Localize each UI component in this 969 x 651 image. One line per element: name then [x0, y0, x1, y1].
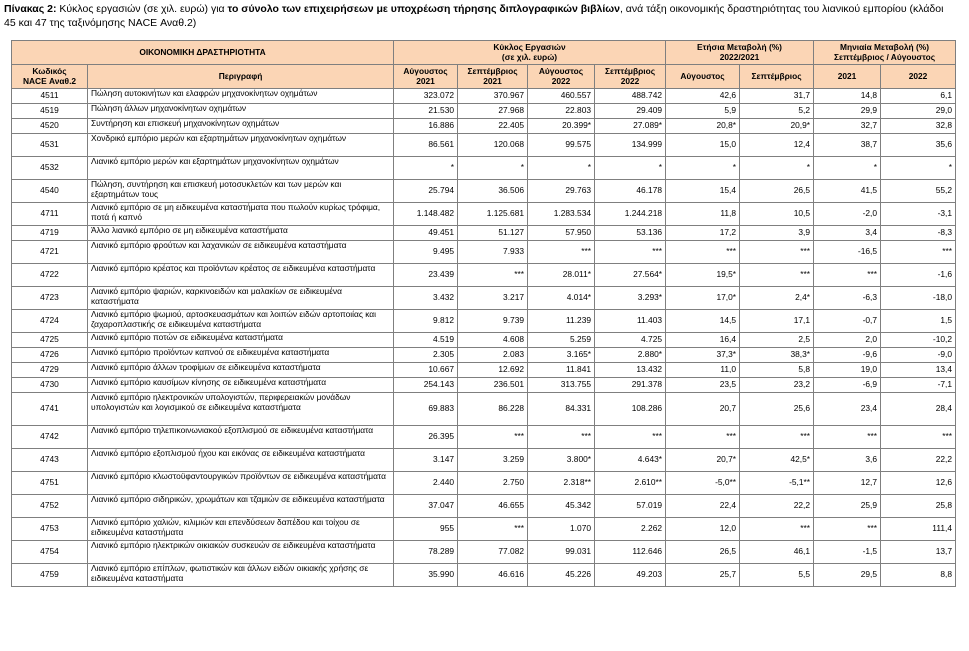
- value-cell: -1,6: [881, 264, 956, 287]
- value-cell: 23,2: [740, 378, 814, 393]
- nace-code-cell: 4511: [12, 89, 88, 104]
- value-cell: 11,0: [666, 363, 740, 378]
- table-row: [12, 378, 956, 393]
- value-cell: 12.692: [458, 363, 528, 378]
- value-cell: *: [595, 157, 666, 180]
- turnover-table: [11, 40, 956, 587]
- value-cell: 29.763: [528, 180, 595, 203]
- value-cell: 10.667: [394, 363, 458, 378]
- value-cell: 4.519: [394, 333, 458, 348]
- value-cell: 29,9: [814, 104, 881, 119]
- value-cell: *: [394, 157, 458, 180]
- value-cell: 3.147: [394, 449, 458, 472]
- description-cell: Χονδρικό εμπόριο μερών και εξαρτημάτων μηχανοκίνητων οχημάτων: [88, 134, 394, 157]
- value-cell: 9.812: [394, 310, 458, 333]
- value-cell: 86.228: [458, 393, 528, 426]
- value-cell: 84.331: [528, 393, 595, 426]
- value-cell: 3.293*: [595, 287, 666, 310]
- value-cell: -6,9: [814, 378, 881, 393]
- value-cell: 313.755: [528, 378, 595, 393]
- value-cell: 1.070: [528, 518, 595, 541]
- header-code-text: Κωδικός NACE Αναθ.2: [22, 65, 77, 86]
- value-cell: 1.244.218: [595, 203, 666, 226]
- table-row: [12, 157, 956, 180]
- table-row: [12, 393, 956, 426]
- value-cell: -18,0: [881, 287, 956, 310]
- description-cell: Άλλο λιανικό εμπόριο σε μη ειδικευμένα καταστήματα: [88, 226, 394, 241]
- value-cell: 4.643*: [595, 449, 666, 472]
- value-cell: ***: [666, 241, 740, 264]
- value-cell: 3.800*: [528, 449, 595, 472]
- value-cell: -1,5: [814, 541, 881, 564]
- description-cell: Λιανικό εμπόριο ηλεκτρονικών υπολογιστών, περιφερειακών μονάδων υπολογιστών και λογισμικού σε ειδικευμένα καταστήματα: [88, 393, 394, 426]
- value-cell: 22,2: [881, 449, 956, 472]
- value-cell: *: [814, 157, 881, 180]
- value-cell: 27.968: [458, 104, 528, 119]
- table-row: [12, 241, 956, 264]
- value-cell: 11.841: [528, 363, 595, 378]
- value-cell: 370.967: [458, 89, 528, 104]
- value-cell: 13,4: [881, 363, 956, 378]
- header-activity: ΟΙΚΟΝΟΜΙΚΗ ΔΡΑΣΤΗΡΙΟΤΗΤΑ: [12, 41, 394, 65]
- value-cell: 22,4: [666, 495, 740, 518]
- value-cell: 2,0: [814, 333, 881, 348]
- header-sep-2021-text: Σεπτέμβριος 2021: [467, 65, 518, 86]
- value-cell: 7.933: [458, 241, 528, 264]
- value-cell: 78.289: [394, 541, 458, 564]
- value-cell: 5,9: [666, 104, 740, 119]
- value-cell: 27.564*: [595, 264, 666, 287]
- value-cell: 12,6: [881, 472, 956, 495]
- header-description: Περιγραφή: [88, 65, 394, 89]
- value-cell: 49.451: [394, 226, 458, 241]
- value-cell: 51.127: [458, 226, 528, 241]
- value-cell: ***: [740, 518, 814, 541]
- table-row: [12, 134, 956, 157]
- value-cell: 3,4: [814, 226, 881, 241]
- value-cell: 38,3*: [740, 348, 814, 363]
- table-row: [12, 564, 956, 587]
- nace-code-cell: 4725: [12, 333, 88, 348]
- value-cell: 53.136: [595, 226, 666, 241]
- nace-code-cell: 4752: [12, 495, 88, 518]
- nace-code-cell: 4743: [12, 449, 88, 472]
- table-body: [12, 89, 956, 587]
- value-cell: 2.305: [394, 348, 458, 363]
- value-cell: -9,0: [881, 348, 956, 363]
- value-cell: ***: [666, 426, 740, 449]
- nace-code-cell: 4711: [12, 203, 88, 226]
- value-cell: ***: [881, 426, 956, 449]
- value-cell: 99.031: [528, 541, 595, 564]
- table-row: [12, 541, 956, 564]
- value-cell: *: [666, 157, 740, 180]
- table-row: [12, 333, 956, 348]
- table-row: [12, 449, 956, 472]
- value-cell: 37.047: [394, 495, 458, 518]
- value-cell: 13.432: [595, 363, 666, 378]
- table-row: [12, 104, 956, 119]
- table-row: [12, 310, 956, 333]
- value-cell: ***: [458, 426, 528, 449]
- header-annual-sep: Σεπτέμβριος: [740, 65, 814, 89]
- nace-code-cell: 4531: [12, 134, 88, 157]
- nace-code-cell: 4741: [12, 393, 88, 426]
- value-cell: -7,1: [881, 378, 956, 393]
- caption-text-1: Κύκλος εργασιών (σε χιλ. ευρώ) για: [59, 3, 228, 15]
- value-cell: 28.011*: [528, 264, 595, 287]
- description-cell: Πώληση, συντήρηση και επισκευή μοτοσυκλετών και των μερών και εξαρτημάτων τους: [88, 180, 394, 203]
- value-cell: 35.990: [394, 564, 458, 587]
- value-cell: 14,8: [814, 89, 881, 104]
- header-aug-2021-text: Αύγουστος 2021: [403, 65, 448, 86]
- value-cell: 2.440: [394, 472, 458, 495]
- value-cell: 5,2: [740, 104, 814, 119]
- value-cell: 19,5*: [666, 264, 740, 287]
- description-cell: Λιανικό εμπόριο σιδηρικών, χρωμάτων και τζαμιών σε ειδικευμένα καταστήματα: [88, 495, 394, 518]
- header-monthly-text: Μηνιαία Μεταβολή (%) Σεπτέμβριος / Αύγουστος: [833, 41, 936, 62]
- table-caption: [4, 2, 954, 30]
- value-cell: -16,5: [814, 241, 881, 264]
- value-cell: 13,7: [881, 541, 956, 564]
- header-annual-change: [666, 41, 814, 65]
- value-cell: 20,7*: [666, 449, 740, 472]
- value-cell: 99.575: [528, 134, 595, 157]
- value-cell: 1,5: [881, 310, 956, 333]
- value-cell: 32,7: [814, 119, 881, 134]
- value-cell: -8,3: [881, 226, 956, 241]
- header-sep-2022-text: Σεπτέμβριος 2022: [604, 65, 656, 86]
- value-cell: 23,4: [814, 393, 881, 426]
- value-cell: 6,1: [881, 89, 956, 104]
- value-cell: 1.125.681: [458, 203, 528, 226]
- table-row: [12, 89, 956, 104]
- nace-code-cell: 4532: [12, 157, 88, 180]
- value-cell: 36.506: [458, 180, 528, 203]
- description-cell: Πώληση άλλων μηχανοκίνητων οχημάτων: [88, 104, 394, 119]
- value-cell: 25,8: [881, 495, 956, 518]
- value-cell: 23,5: [666, 378, 740, 393]
- description-cell: Λιανικό εμπόριο μερών και εξαρτημάτων μηχανοκίνητων οχημάτων: [88, 157, 394, 180]
- value-cell: -6,3: [814, 287, 881, 310]
- value-cell: 46.178: [595, 180, 666, 203]
- value-cell: 3,9: [740, 226, 814, 241]
- value-cell: *: [458, 157, 528, 180]
- table-row: [12, 203, 956, 226]
- caption-text-2: , ανά τάξη οικονομικής δραστηριότητας του λιανικού εμπορίου (κλάδοι 45 και 47 της ταξινόμησης NACE Αναθ.2): [4, 3, 944, 29]
- header-monthly-change: [814, 41, 956, 65]
- value-cell: 2,4*: [740, 287, 814, 310]
- description-cell: Λιανικό εμπόριο ηλεκτρικών οικιακών συσκευών σε ειδικευμένα καταστήματα: [88, 541, 394, 564]
- table-row: [12, 226, 956, 241]
- header-monthly-2022: 2022: [881, 65, 956, 89]
- value-cell: 25,9: [814, 495, 881, 518]
- value-cell: 31,7: [740, 89, 814, 104]
- table-row: [12, 348, 956, 363]
- value-cell: 25,6: [740, 393, 814, 426]
- value-cell: 42,6: [666, 89, 740, 104]
- value-cell: ***: [740, 264, 814, 287]
- value-cell: 19,0: [814, 363, 881, 378]
- table-row: [12, 426, 956, 449]
- value-cell: 2.610**: [595, 472, 666, 495]
- value-cell: 2.880*: [595, 348, 666, 363]
- nace-code-cell: 4722: [12, 264, 88, 287]
- value-cell: 11.239: [528, 310, 595, 333]
- nace-code-cell: 4724: [12, 310, 88, 333]
- value-cell: 9.739: [458, 310, 528, 333]
- value-cell: -5,1**: [740, 472, 814, 495]
- nace-code-cell: 4751: [12, 472, 88, 495]
- nace-code-cell: 4729: [12, 363, 88, 378]
- value-cell: 4.608: [458, 333, 528, 348]
- table-row: [12, 472, 956, 495]
- value-cell: ***: [458, 264, 528, 287]
- value-cell: 45.342: [528, 495, 595, 518]
- nace-code-cell: 4754: [12, 541, 88, 564]
- description-cell: Λιανικό εμπόριο εξοπλισμού ήχου και εικόνας σε ειδικευμένα καταστήματα: [88, 449, 394, 472]
- nace-code-cell: 4519: [12, 104, 88, 119]
- description-cell: Λιανικό εμπόριο ψαριών, καρκινοειδών και μαλακίων σε ειδικευμένα καταστήματα: [88, 287, 394, 310]
- header-sep-2022: [595, 65, 666, 89]
- value-cell: 5,8: [740, 363, 814, 378]
- value-cell: 17,0*: [666, 287, 740, 310]
- value-cell: 254.143: [394, 378, 458, 393]
- value-cell: -5,0**: [666, 472, 740, 495]
- value-cell: 3.217: [458, 287, 528, 310]
- value-cell: 77.082: [458, 541, 528, 564]
- value-cell: *: [881, 157, 956, 180]
- value-cell: 55,2: [881, 180, 956, 203]
- description-cell: Πώληση αυτοκινήτων και ελαφρών μηχανοκίνητων οχημάτων: [88, 89, 394, 104]
- value-cell: ***: [528, 241, 595, 264]
- nace-code-cell: 4723: [12, 287, 88, 310]
- value-cell: 57.950: [528, 226, 595, 241]
- value-cell: 236.501: [458, 378, 528, 393]
- value-cell: 29.409: [595, 104, 666, 119]
- value-cell: 20.399*: [528, 119, 595, 134]
- value-cell: 460.557: [528, 89, 595, 104]
- value-cell: 17,1: [740, 310, 814, 333]
- value-cell: 2.262: [595, 518, 666, 541]
- header-sep-2021: [458, 65, 528, 89]
- value-cell: 86.561: [394, 134, 458, 157]
- value-cell: 46.616: [458, 564, 528, 587]
- value-cell: 11.403: [595, 310, 666, 333]
- description-cell: Λιανικό εμπόριο χαλιών, κιλιμιών και επενδύσεων δαπέδου και τοίχου σε ειδικευμένα καταστήματα: [88, 518, 394, 541]
- value-cell: 16.886: [394, 119, 458, 134]
- value-cell: ***: [814, 518, 881, 541]
- value-cell: 2,5: [740, 333, 814, 348]
- value-cell: ***: [881, 241, 956, 264]
- description-cell: Λιανικό εμπόριο επίπλων, φωτιστικών και άλλων ειδών οικιακής χρήσης σε ειδικευμένα καταστήματα: [88, 564, 394, 587]
- value-cell: 46.655: [458, 495, 528, 518]
- header-row-2: [12, 65, 956, 89]
- value-cell: *: [740, 157, 814, 180]
- nace-code-cell: 4721: [12, 241, 88, 264]
- value-cell: ***: [814, 426, 881, 449]
- header-row-1: [12, 41, 956, 65]
- table-row: [12, 363, 956, 378]
- value-cell: 10,5: [740, 203, 814, 226]
- header-annual-aug: Αύγουστος: [666, 65, 740, 89]
- value-cell: ***: [740, 426, 814, 449]
- value-cell: 3.432: [394, 287, 458, 310]
- value-cell: 11,8: [666, 203, 740, 226]
- value-cell: 49.203: [595, 564, 666, 587]
- value-cell: 29,5: [814, 564, 881, 587]
- value-cell: 1.148.482: [394, 203, 458, 226]
- value-cell: -3,1: [881, 203, 956, 226]
- value-cell: -0,7: [814, 310, 881, 333]
- value-cell: 15,4: [666, 180, 740, 203]
- value-cell: 22.405: [458, 119, 528, 134]
- description-cell: Λιανικό εμπόριο προϊόντων καπνού σε ειδικευμένα καταστήματα: [88, 348, 394, 363]
- value-cell: 26.395: [394, 426, 458, 449]
- value-cell: 134.999: [595, 134, 666, 157]
- value-cell: 22,2: [740, 495, 814, 518]
- caption-bold-text: το σύνολο των επιχειρήσεων με υποχρέωση τήρησης διπλογραφικών βιβλίων: [227, 3, 620, 15]
- value-cell: 69.883: [394, 393, 458, 426]
- value-cell: 17,2: [666, 226, 740, 241]
- header-aug-2022: [528, 65, 595, 89]
- value-cell: 9.495: [394, 241, 458, 264]
- value-cell: 16,4: [666, 333, 740, 348]
- description-cell: Συντήρηση και επισκευή μηχανοκίνητων οχημάτων: [88, 119, 394, 134]
- header-aug-2021: [394, 65, 458, 89]
- header-turnover: [394, 41, 666, 65]
- value-cell: ***: [595, 241, 666, 264]
- value-cell: 38,7: [814, 134, 881, 157]
- value-cell: 323.072: [394, 89, 458, 104]
- description-cell: Λιανικό εμπόριο τηλεπικοινωνιακού εξοπλισμού σε ειδικευμένα καταστήματα: [88, 426, 394, 449]
- header-monthly-2021: 2021: [814, 65, 881, 89]
- description-cell: Λιανικό εμπόριο σε μη ειδικευμένα καταστήματα που πωλούν κυρίως τρόφιμα, ποτά ή καπνό: [88, 203, 394, 226]
- value-cell: 46,1: [740, 541, 814, 564]
- nace-code-cell: 4742: [12, 426, 88, 449]
- value-cell: ***: [528, 426, 595, 449]
- value-cell: 108.286: [595, 393, 666, 426]
- value-cell: 41,5: [814, 180, 881, 203]
- table-row: [12, 495, 956, 518]
- value-cell: 23.439: [394, 264, 458, 287]
- value-cell: 111,4: [881, 518, 956, 541]
- table-row: [12, 119, 956, 134]
- value-cell: 488.742: [595, 89, 666, 104]
- value-cell: 14,5: [666, 310, 740, 333]
- nace-code-cell: 4759: [12, 564, 88, 587]
- description-cell: Λιανικό εμπόριο κρέατος και προϊόντων κρέατος σε ειδικευμένα καταστήματα: [88, 264, 394, 287]
- description-cell: Λιανικό εμπόριο ψωμιού, αρτοσκευασμάτων και λοιπών ειδών αρτοποιίας και ζαχαροπλαστικής σε ειδικευμένα καταστήματα: [88, 310, 394, 333]
- value-cell: 32,8: [881, 119, 956, 134]
- value-cell: -2,0: [814, 203, 881, 226]
- value-cell: 3.259: [458, 449, 528, 472]
- value-cell: 26,5: [666, 541, 740, 564]
- value-cell: 20,9*: [740, 119, 814, 134]
- value-cell: 955: [394, 518, 458, 541]
- value-cell: 26,5: [740, 180, 814, 203]
- value-cell: 29,0: [881, 104, 956, 119]
- description-cell: Λιανικό εμπόριο φρούτων και λαχανικών σε ειδικευμένα καταστήματα: [88, 241, 394, 264]
- description-cell: Λιανικό εμπόριο κλωστοϋφαντουργικών προϊόντων σε ειδικευμένα καταστήματα: [88, 472, 394, 495]
- description-cell: Λιανικό εμπόριο άλλων τροφίμων σε ειδικευμένα καταστήματα: [88, 363, 394, 378]
- nace-code-cell: 4753: [12, 518, 88, 541]
- value-cell: 45.226: [528, 564, 595, 587]
- value-cell: 2.318**: [528, 472, 595, 495]
- value-cell: 291.378: [595, 378, 666, 393]
- value-cell: 25,7: [666, 564, 740, 587]
- value-cell: 4.725: [595, 333, 666, 348]
- value-cell: ***: [458, 518, 528, 541]
- nace-code-cell: 4726: [12, 348, 88, 363]
- value-cell: 5,5: [740, 564, 814, 587]
- nace-code-cell: 4719: [12, 226, 88, 241]
- value-cell: 1.283.534: [528, 203, 595, 226]
- description-cell: Λιανικό εμπόριο καυσίμων κίνησης σε ειδικευμένα καταστήματα: [88, 378, 394, 393]
- value-cell: 21.530: [394, 104, 458, 119]
- value-cell: 3.165*: [528, 348, 595, 363]
- value-cell: ***: [740, 241, 814, 264]
- value-cell: 20,8*: [666, 119, 740, 134]
- value-cell: 12,7: [814, 472, 881, 495]
- table-row: [12, 518, 956, 541]
- value-cell: 25.794: [394, 180, 458, 203]
- value-cell: *: [528, 157, 595, 180]
- value-cell: -9,6: [814, 348, 881, 363]
- header-turnover-text: Κύκλος Εργασιών (σε χιλ. ευρώ): [493, 41, 566, 62]
- value-cell: 3,6: [814, 449, 881, 472]
- value-cell: ***: [814, 264, 881, 287]
- nace-code-cell: 4520: [12, 119, 88, 134]
- value-cell: 12,0: [666, 518, 740, 541]
- table-row: [12, 180, 956, 203]
- header-annual-text: Ετήσια Μεταβολή (%) 2022/2021: [697, 41, 782, 62]
- value-cell: 57.019: [595, 495, 666, 518]
- value-cell: 112.646: [595, 541, 666, 564]
- value-cell: 4.014*: [528, 287, 595, 310]
- nace-code-cell: 4730: [12, 378, 88, 393]
- value-cell: 27.089*: [595, 119, 666, 134]
- value-cell: 2.750: [458, 472, 528, 495]
- value-cell: 42,5*: [740, 449, 814, 472]
- value-cell: 28,4: [881, 393, 956, 426]
- header-aug-2022-text: Αύγουστος 2022: [538, 65, 584, 86]
- caption-label: Πίνακας 2:: [4, 3, 57, 15]
- header-code: [12, 65, 88, 89]
- value-cell: 120.068: [458, 134, 528, 157]
- description-cell: Λιανικό εμπόριο ποτών σε ειδικευμένα καταστήματα: [88, 333, 394, 348]
- value-cell: 22.803: [528, 104, 595, 119]
- value-cell: 12,4: [740, 134, 814, 157]
- value-cell: 5.259: [528, 333, 595, 348]
- value-cell: ***: [595, 426, 666, 449]
- nace-code-cell: 4540: [12, 180, 88, 203]
- value-cell: 37,3*: [666, 348, 740, 363]
- value-cell: -10,2: [881, 333, 956, 348]
- value-cell: 20,7: [666, 393, 740, 426]
- value-cell: 2.083: [458, 348, 528, 363]
- value-cell: 8,8: [881, 564, 956, 587]
- table-row: [12, 264, 956, 287]
- table-row: [12, 287, 956, 310]
- value-cell: 15,0: [666, 134, 740, 157]
- value-cell: 35,6: [881, 134, 956, 157]
